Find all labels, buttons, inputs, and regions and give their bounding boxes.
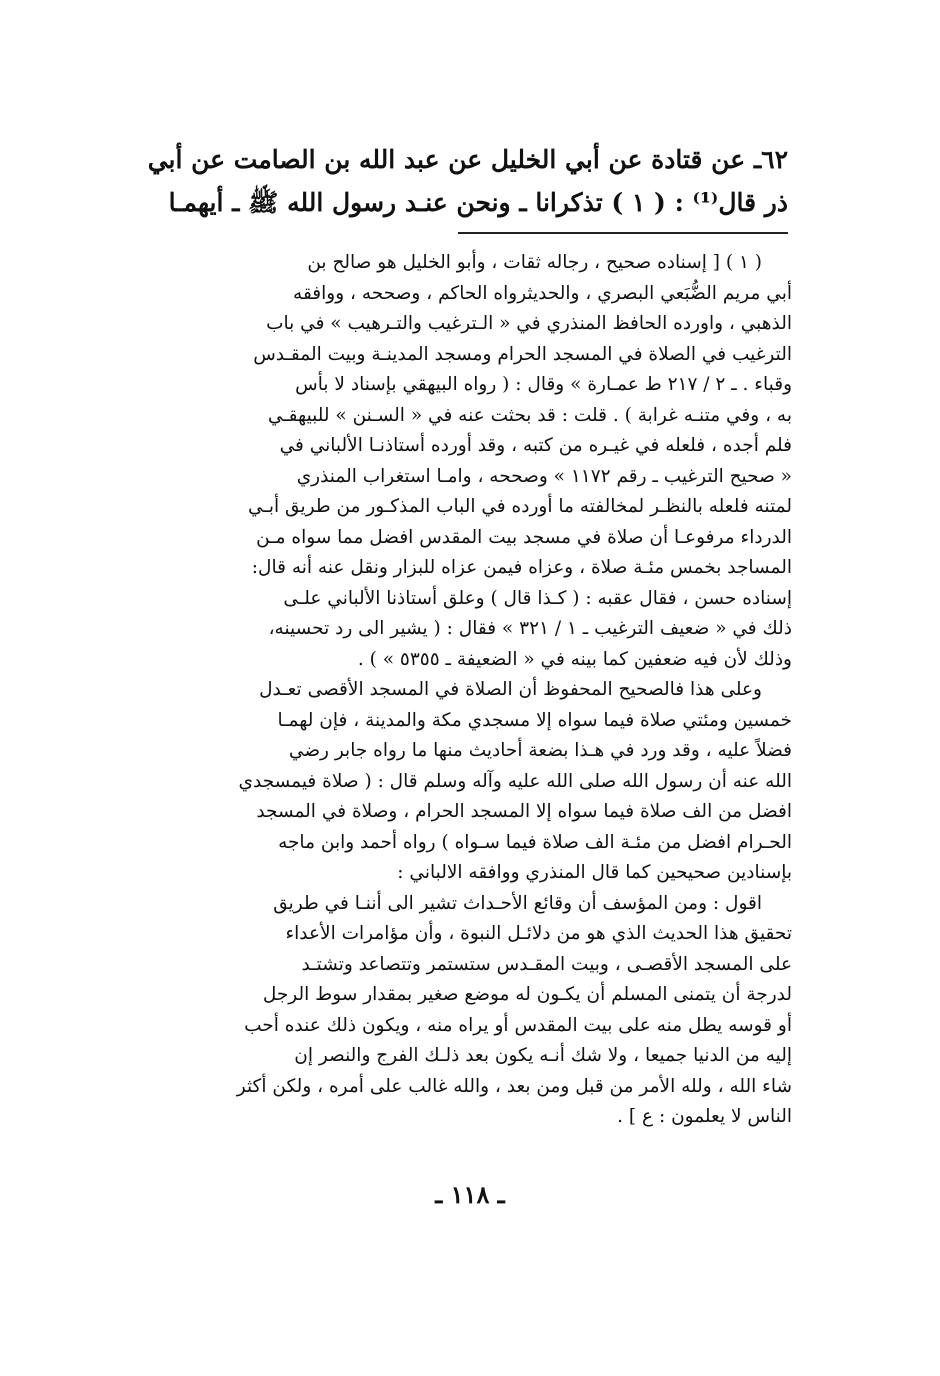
footnote-line: شاء الله ، ولله الأمر من قبل ومن بعد ، والله غالب على أمره ، ولكن أكثر	[236, 1075, 792, 1097]
footnote-line: فضلاً عليه ، وقد ورد في هـذا بضعة أحاديث منها ما رواه جابر رضي	[288, 740, 792, 761]
footnote-line: الذهبي ، واورده الحافظ المنذري في « الـترغيب والتـرهيب » في باب	[266, 313, 792, 334]
footnote-line: إسناده حسن ، فقال عقبه : ( كـذا قال ) وعلق أستاذنا الألباني علـى	[283, 587, 792, 609]
footnote-separator	[458, 232, 788, 234]
footnote-line: الله عنه أن رسول الله صلى الله عليه وآله وسلم قال : ( صلاة فيمسجدي	[238, 770, 792, 792]
footnote-line: المساجد بخمس مئـة صلاة ، وعزاه فيمن عزاه للبزار ونقل عنه أنه قال:	[251, 557, 792, 578]
footnote-line: به ، وفي متنـه غرابة ) . قلت : قد بحثت عنه في « السـنن » للبيهقـي	[267, 404, 792, 426]
footnote-line: بإسنادين صحيحين كما قال المنذري ووافقه الالباني :	[397, 862, 792, 883]
footnote-line: لمتنه فلعله بالنظـر لمخالفته ما أورده في الباب المذكـور من طريق أبـي	[248, 496, 792, 517]
footnote-line: على المسجد الأقصـى ، وبيت المقـدس ستستمر وتتصاعد وتشتـد	[301, 953, 792, 975]
footnote-line: أبي مريم الضُّبَعي البصري ، والحديثرواه الحاكم ، وصححه ، ووافقه	[293, 282, 792, 304]
hadith-line: ٦٢ـ عن قتادة عن أبي الخليل عن عبد الله بن الصامت عن أبي	[147, 145, 788, 174]
hadith-text	[140, 138, 788, 224]
footnote-line: « صحيح الترغيب ـ رقم ١١٧٢ » وصححه ، وامـا استغراب المنذري	[296, 465, 792, 487]
footnote-line: وقباء . ـ ٢ / ٢١٧ ط عمـارة » وقال : ( رواه البيهقي بإسناد لا بأس	[295, 374, 792, 395]
footnote-line: إليه من الدنيا جميعا ، ولا شك أنـه يكون بعد ذلـك الفرج والنصر إن	[294, 1045, 792, 1066]
footnote-line: اقول : ومن المؤسف أن وقائع الأحـداث تشير الى أننـا في طريق	[273, 892, 762, 914]
footnotes	[138, 248, 792, 1133]
page-number: ـ ١١٨ ـ	[435, 1180, 505, 1209]
footnote-line: لدرجة أن يتمنى المسلم أن يكـون له موضع صغير بمقدار سوط الرجل	[262, 984, 792, 1005]
hadith-line: ذر قال⁽¹⁾ : ( ١ ) تذكرانا ـ ونحن عنـد رسول الله ﷺ ـ أيهمـا	[168, 188, 788, 217]
footnote-line: الدرداء مرفوعـا أن صلاة في مسجد بيت المقدس افضل مما سواه مـن	[256, 526, 792, 548]
footnote-line: افضل من الف صلاة فيما سواه إلا المسجد الحرام ، وصلاة في المسجد	[256, 801, 792, 822]
footnote-line: وعلى هذا فالصحيح المحفوظ أن الصلاة في المسجد الأقصى تعـدل	[259, 679, 762, 700]
footnote-line: أو قوسه يطل منه على بيت المقدس أو يراه منه ، ويكون ذلك عنده أحب	[244, 1014, 792, 1036]
footnote-line: تحقيق هذا الحديث الذي هو من دلائـل النبوة ، وأن مؤامرات الأعداء	[285, 923, 792, 944]
footnote-line: ذلك في « ضعيف الترغيب ـ ١ / ٣٢١ » فقال : ( يشير الى رد تحسينه،	[268, 618, 792, 639]
footnote-line: خمسين ومئتي صلاة فيما سواه إلا مسجدي مكة والمدينة ، فإن لهمـا	[277, 709, 792, 731]
footnote-line: الناس لا يعلمون : ع ] .	[617, 1106, 792, 1127]
footnote-line: وذلك لأن فيه ضعفين كما بينه في « الضعيفة ـ ٥٣٥٥ » ) .	[357, 648, 792, 670]
footnote-line: الحـرام افضل من مئـة الف صلاة فيما سـواه ) رواه أحمد وابن ماجه	[278, 831, 792, 853]
footnote-line: الترغيب في الصلاة في المسجد الحرام ومسجد المدينـة وبيت المقـدس	[253, 343, 792, 365]
footnote-line: فلم أجده ، فلعله في غيـره من كتبه ، وقد أورده أستاذنـا الألباني في	[279, 435, 792, 456]
footnote-line: ( ١ ) [ إسناده صحيح ، رجاله ثقات ، وأبو الخليل هو صالح بن	[307, 252, 762, 273]
